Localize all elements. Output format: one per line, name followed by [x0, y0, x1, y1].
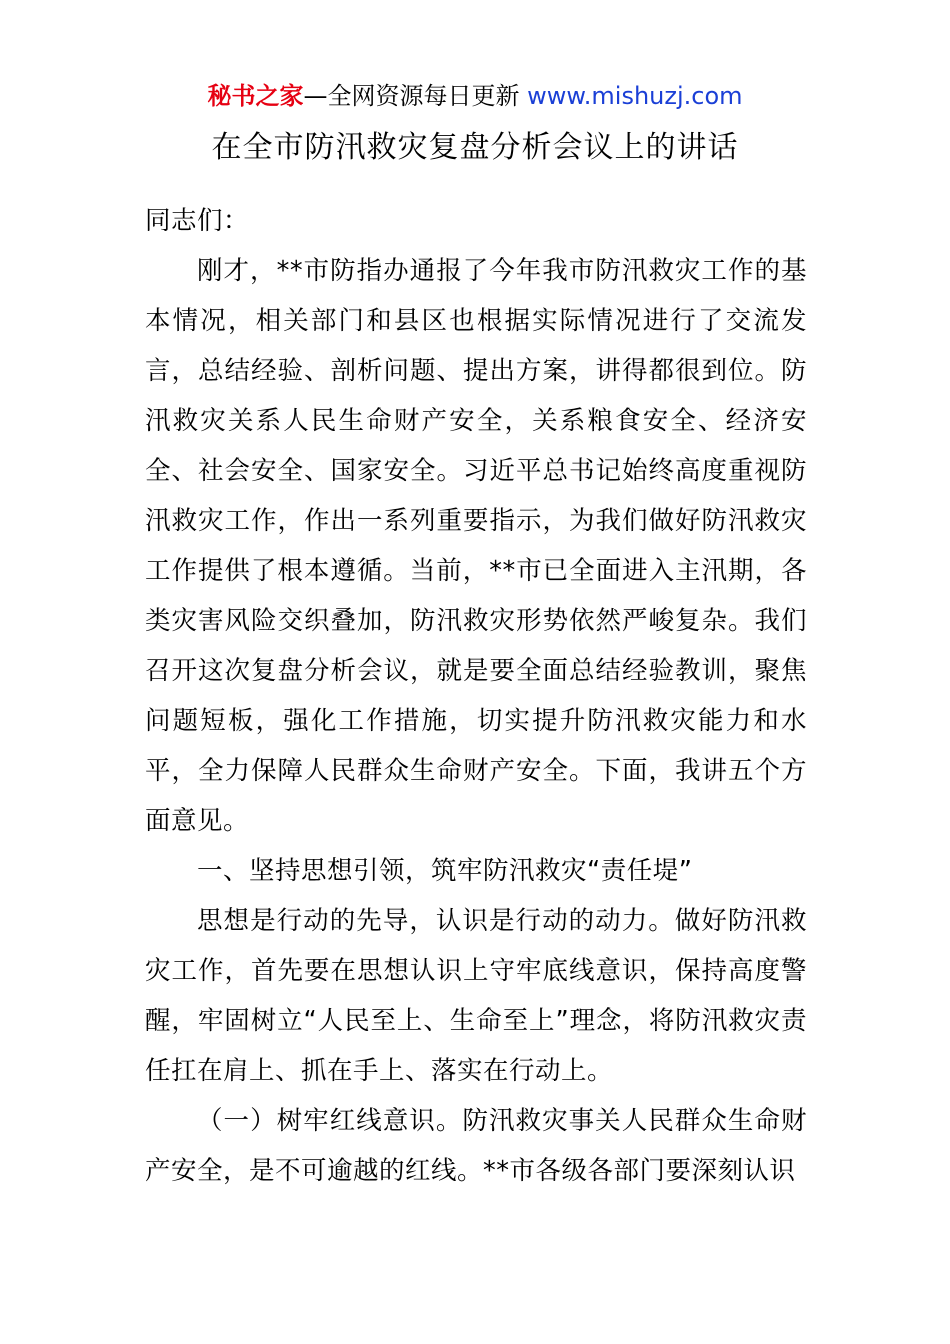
- site-header: [0, 80, 950, 112]
- site-brand: 秘书之家: [207, 82, 304, 110]
- paragraph-section-1: 思想是行动的先导，认识是行动的动力。做好防汛救灾工作，首先要在思想认识上守牢底线意识，保持高度警醒，牢固树立“人民至上、生命至上”理念，将防汛救灾责任扛在肩上、抓在手上、落实在行动上。: [145, 906, 807, 1086]
- salutation: 同志们：: [145, 206, 250, 236]
- paragraph-subsection-1: （一）树牢红线意识。防汛救灾事关人民群众生命财产安全，是不可逾越的红线。**市各级各部门要深刻认识: [145, 1106, 807, 1186]
- document-body: [145, 196, 807, 1196]
- site-url-link[interactable]: www.mishuzj.com: [527, 82, 743, 110]
- document-title: 在全市防汛救灾复盘分析会议上的讲话: [211, 130, 739, 165]
- section-heading-1: 一、坚持思想引领，筑牢防汛救灾“责任堤”: [197, 856, 693, 886]
- site-slogan: —全网资源每日更新: [303, 82, 520, 110]
- paragraph-intro: 刚才，**市防指办通报了今年我市防汛救灾工作的基本情况，相关部门和县区也根据实际情况进行了交流发言，总结经验、剖析问题、提出方案，讲得都很到位。防汛救灾关系人民生命财产安全，关系粮食安全、经济安全、社会安全、国家安全。习近平总书记始终高度重视防汛救灾工作，作出一系列重要指示，为我们做好防汛救灾工作提供了根本遵循。当前，**市已全面进入主汛期，各类灾害风险交织叠加，防汛救灾形势依然严峻复杂。我们召开这次复盘分析会议，就是要全面总结经验教训，聚焦问题短板，强化工作措施，切实提升防汛救灾能力和水平，全力保障人民群众生命财产安全。下面，我讲五个方面意见。: [145, 256, 807, 836]
